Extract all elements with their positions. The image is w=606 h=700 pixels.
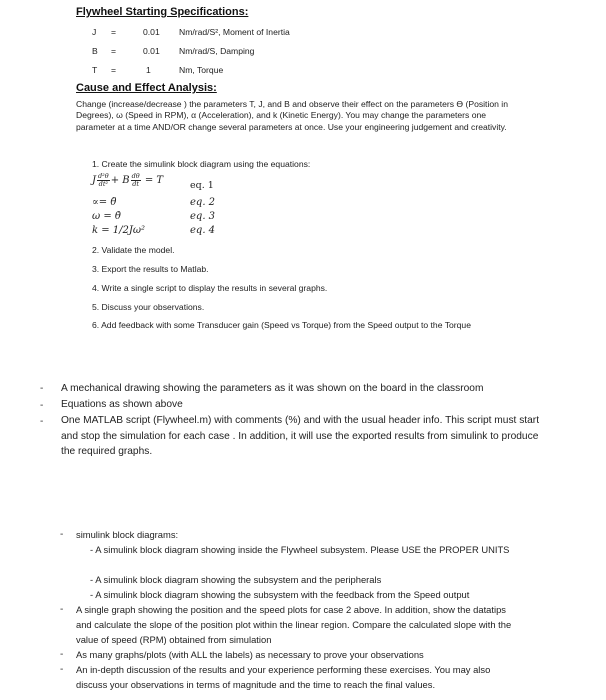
eq1-rhs: = T: [144, 175, 164, 186]
param-unit: Nm/rad/S², Moment of Inertia: [179, 27, 290, 37]
param-equals: =: [111, 65, 117, 75]
bullet-dash: -: [40, 400, 44, 411]
analysis-heading: Cause and Effect Analysis:: [76, 82, 217, 94]
param-value: 1: [146, 65, 151, 75]
report-item-text: A single graph showing the position and the speed plots for case 2 above. In addition, show the datatips and calculate the slope of the position plot within the linear region. Compare the calculated slope with the value of speed (RPM) obtained from simulation: [76, 604, 512, 645]
param-equals: =: [111, 46, 117, 56]
analysis-paragraph: Change (increase/decrease ) the parameters T, J, and B and observe their effect on the parameters ϴ (Position in Degrees), ω (Speed in RPM), α (Acceleration), and k (Kinetic Energy). You may change the parameters one parameter at a time AND/OR change several parameters at once. Use your engineering judgement and creativity.: [76, 99, 508, 132]
param-unit: Nm/rad/S, Damping: [179, 46, 255, 56]
eq4-label: eq. 4: [190, 225, 216, 236]
bullet-dash: -: [60, 604, 64, 615]
bullet-dash: -: [60, 529, 64, 540]
step-1: 1. Create the simulink block diagram using the equations:: [92, 159, 311, 169]
simulink-item: - A simulink block diagram showing the subsystem and the peripherals: [90, 574, 382, 585]
spec-heading: Flywheel Starting Specifications:: [76, 6, 249, 18]
simulink-item: - A simulink block diagram showing inside the Flywheel subsystem. Please USE the PROPER UNITS: [90, 544, 510, 555]
simulink-item: - A simulink block diagram showing the subsystem with the feedback from the Speed output: [90, 589, 470, 600]
param-value: 0.01: [143, 27, 160, 37]
deliverable-text: Equations as shown above: [61, 399, 183, 410]
bullet-dash: -: [60, 664, 64, 675]
step-6: 6. Add feedback with some Transducer gain (Speed vs Torque) from the Speed output to the Torque: [92, 320, 471, 330]
param-symbol: J: [92, 27, 97, 37]
step-5: 5. Discuss your observations.: [92, 302, 205, 312]
equation-3: ω = θ̇: [92, 211, 121, 222]
bullet-dash: -: [40, 416, 44, 427]
equation-2: ∝= θ̈: [92, 197, 117, 208]
equation-4: k = 1/2Jω²: [92, 225, 146, 236]
bullet-dash: -: [60, 649, 64, 660]
eq2-label: eq. 2: [190, 197, 216, 208]
deliverable-text: A mechanical drawing showing the parameters as it was shown on the board in the classroom: [61, 383, 484, 394]
param-unit: Nm, Torque: [179, 65, 224, 75]
step-2: 2. Validate the model.: [92, 245, 175, 255]
equation-1: [92, 173, 163, 188]
eq1-inertia-term: J $\frac{\text{d²θ}}{\text{dt²}}$ + B $\frac{d\theta}{dt}$: [92, 172, 140, 188]
eq3-label: eq. 3: [190, 211, 216, 222]
eq1-label: eq. 1: [190, 180, 214, 191]
param-equals: =: [111, 27, 117, 37]
step-3: 3. Export the results to Matlab.: [92, 264, 209, 274]
bullet-dash: -: [40, 383, 44, 394]
param-value: 0.01: [143, 46, 160, 56]
report-item-text: An in-depth discussion of the results and your experience performing these exercises. You may also discuss your observations in terms of magnitude and the time to reach the final values.: [76, 664, 491, 690]
step-4: 4. Write a single script to display the results in several graphs.: [92, 283, 328, 293]
deliverable-text: One MATLAB script (Flywheel.m) with comments (%) and with the usual header info. This script must start and stop the simulation for each case . In addition, it will use the exported results from simulink to produce the required graphs.: [61, 415, 540, 457]
report-item-text: As many graphs/plots (with ALL the labels) as necessary to prove your observations: [76, 649, 424, 660]
param-symbol: T: [92, 65, 98, 75]
param-symbol: B: [92, 46, 98, 56]
simulink-heading: simulink block diagrams:: [76, 529, 179, 540]
